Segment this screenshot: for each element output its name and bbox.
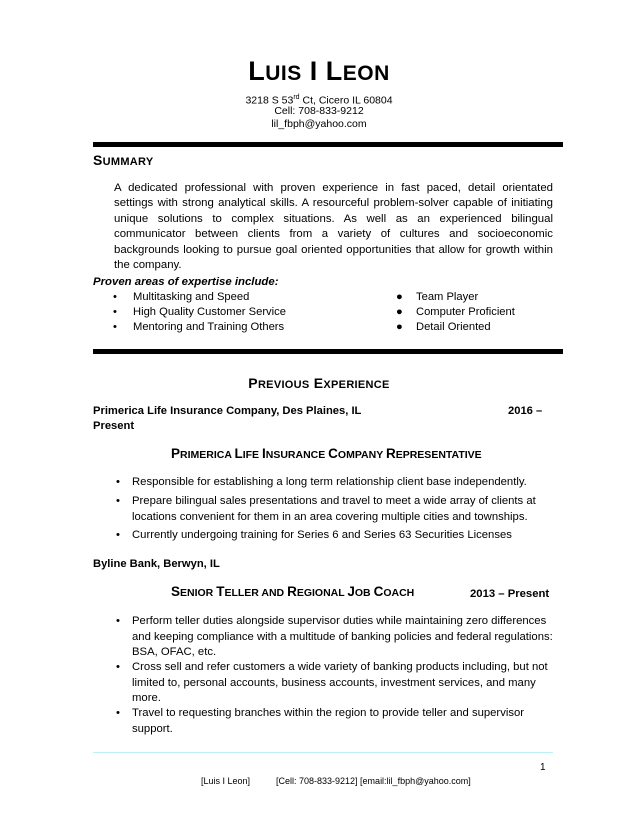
job1-bullet: • Responsible for establishing a long term relationship client base independently. — [116, 476, 527, 488]
job2-bullet: • Cross sell and refer customers a wide variety of banking products including, but not limited to, personal accounts, business accounts, investment services, and many more. — [116, 661, 548, 704]
footer-rule — [93, 752, 553, 753]
summary-paragraph: A dedicated professional with proven experience in fast paced, detail orientated settings with strong analytical skills. A resourceful problem-solver capable of initiating unique solutions to complex situations. As well as an experienced bilingual communicator between clients from a variety of cultures and socioeconomic backgrounds looking to pursue goal oriented opportunities that allow for growth within the company. — [114, 182, 553, 272]
expertise-item: • Mentoring and Training Others — [113, 321, 285, 333]
job1-dates: 2016 – — [508, 405, 543, 417]
job2-company: Byline Bank, Berwyn, IL — [93, 558, 220, 570]
job2-bullet: • Travel to requesting branches within the region to provide teller and supervisor support. — [116, 707, 525, 735]
expertise-item: • Multitasking and Speed — [113, 291, 250, 303]
job2-role-title: SENIOR TELLER AND REGIONAL JOB COACH — [171, 584, 415, 599]
footer-name: [Luis I Leon] — [201, 776, 251, 786]
page-number: 1 — [540, 762, 546, 773]
job1-role-title: PRIMERICA LIFE INSURANCE COMPANY REPRESENTATIVE — [171, 446, 482, 461]
expertise-heading: Proven areas of expertise include: — [93, 276, 279, 288]
expertise-item: • High Quality Customer Service — [113, 306, 286, 318]
job1-bullet: • Currently undergoing training for Series 6 and Series 63 Securities Licenses — [116, 529, 512, 541]
resume-name: LUIS I LEON — [248, 56, 390, 86]
job1-bullet: • Prepare bilingual sales presentations and travel to meet a wide array of clients at locations convenient for them in an area covering multiple cities and townships. — [116, 495, 536, 523]
header-rule — [93, 142, 563, 147]
job2-bullet: • Perform teller duties alongside supervisor duties while maintaining zero differences and keeping compliance with a multitude of banking policies and federal regulations: BSA, OFAC, etc. — [116, 615, 553, 658]
job1-company: Primerica Life Insurance Company, Des Plaines, IL — [93, 405, 362, 417]
job2-dates: 2013 – Present — [470, 588, 550, 600]
summary-heading: SUMMARY — [93, 152, 154, 168]
expertise-item: ● Detail Oriented — [396, 321, 491, 333]
job1-dates-cont: Present — [93, 420, 135, 432]
experience-heading: PREVIOUS EXPERIENCE — [248, 375, 390, 391]
summary-rule — [93, 349, 563, 354]
email-line: lil_fbph@yahoo.com — [271, 118, 367, 130]
expertise-item: ● Team Player — [396, 291, 479, 303]
expertise-item: ● Computer Proficient — [396, 306, 515, 318]
cell-line: Cell: 708-833-9212 — [274, 105, 364, 117]
footer-contact: [Cell: 708-833-9212] [email:lil_fbph@yahoo.com] — [276, 776, 471, 786]
address-line: 3218 S 53rd Ct, Cicero IL 60804 — [245, 94, 393, 107]
